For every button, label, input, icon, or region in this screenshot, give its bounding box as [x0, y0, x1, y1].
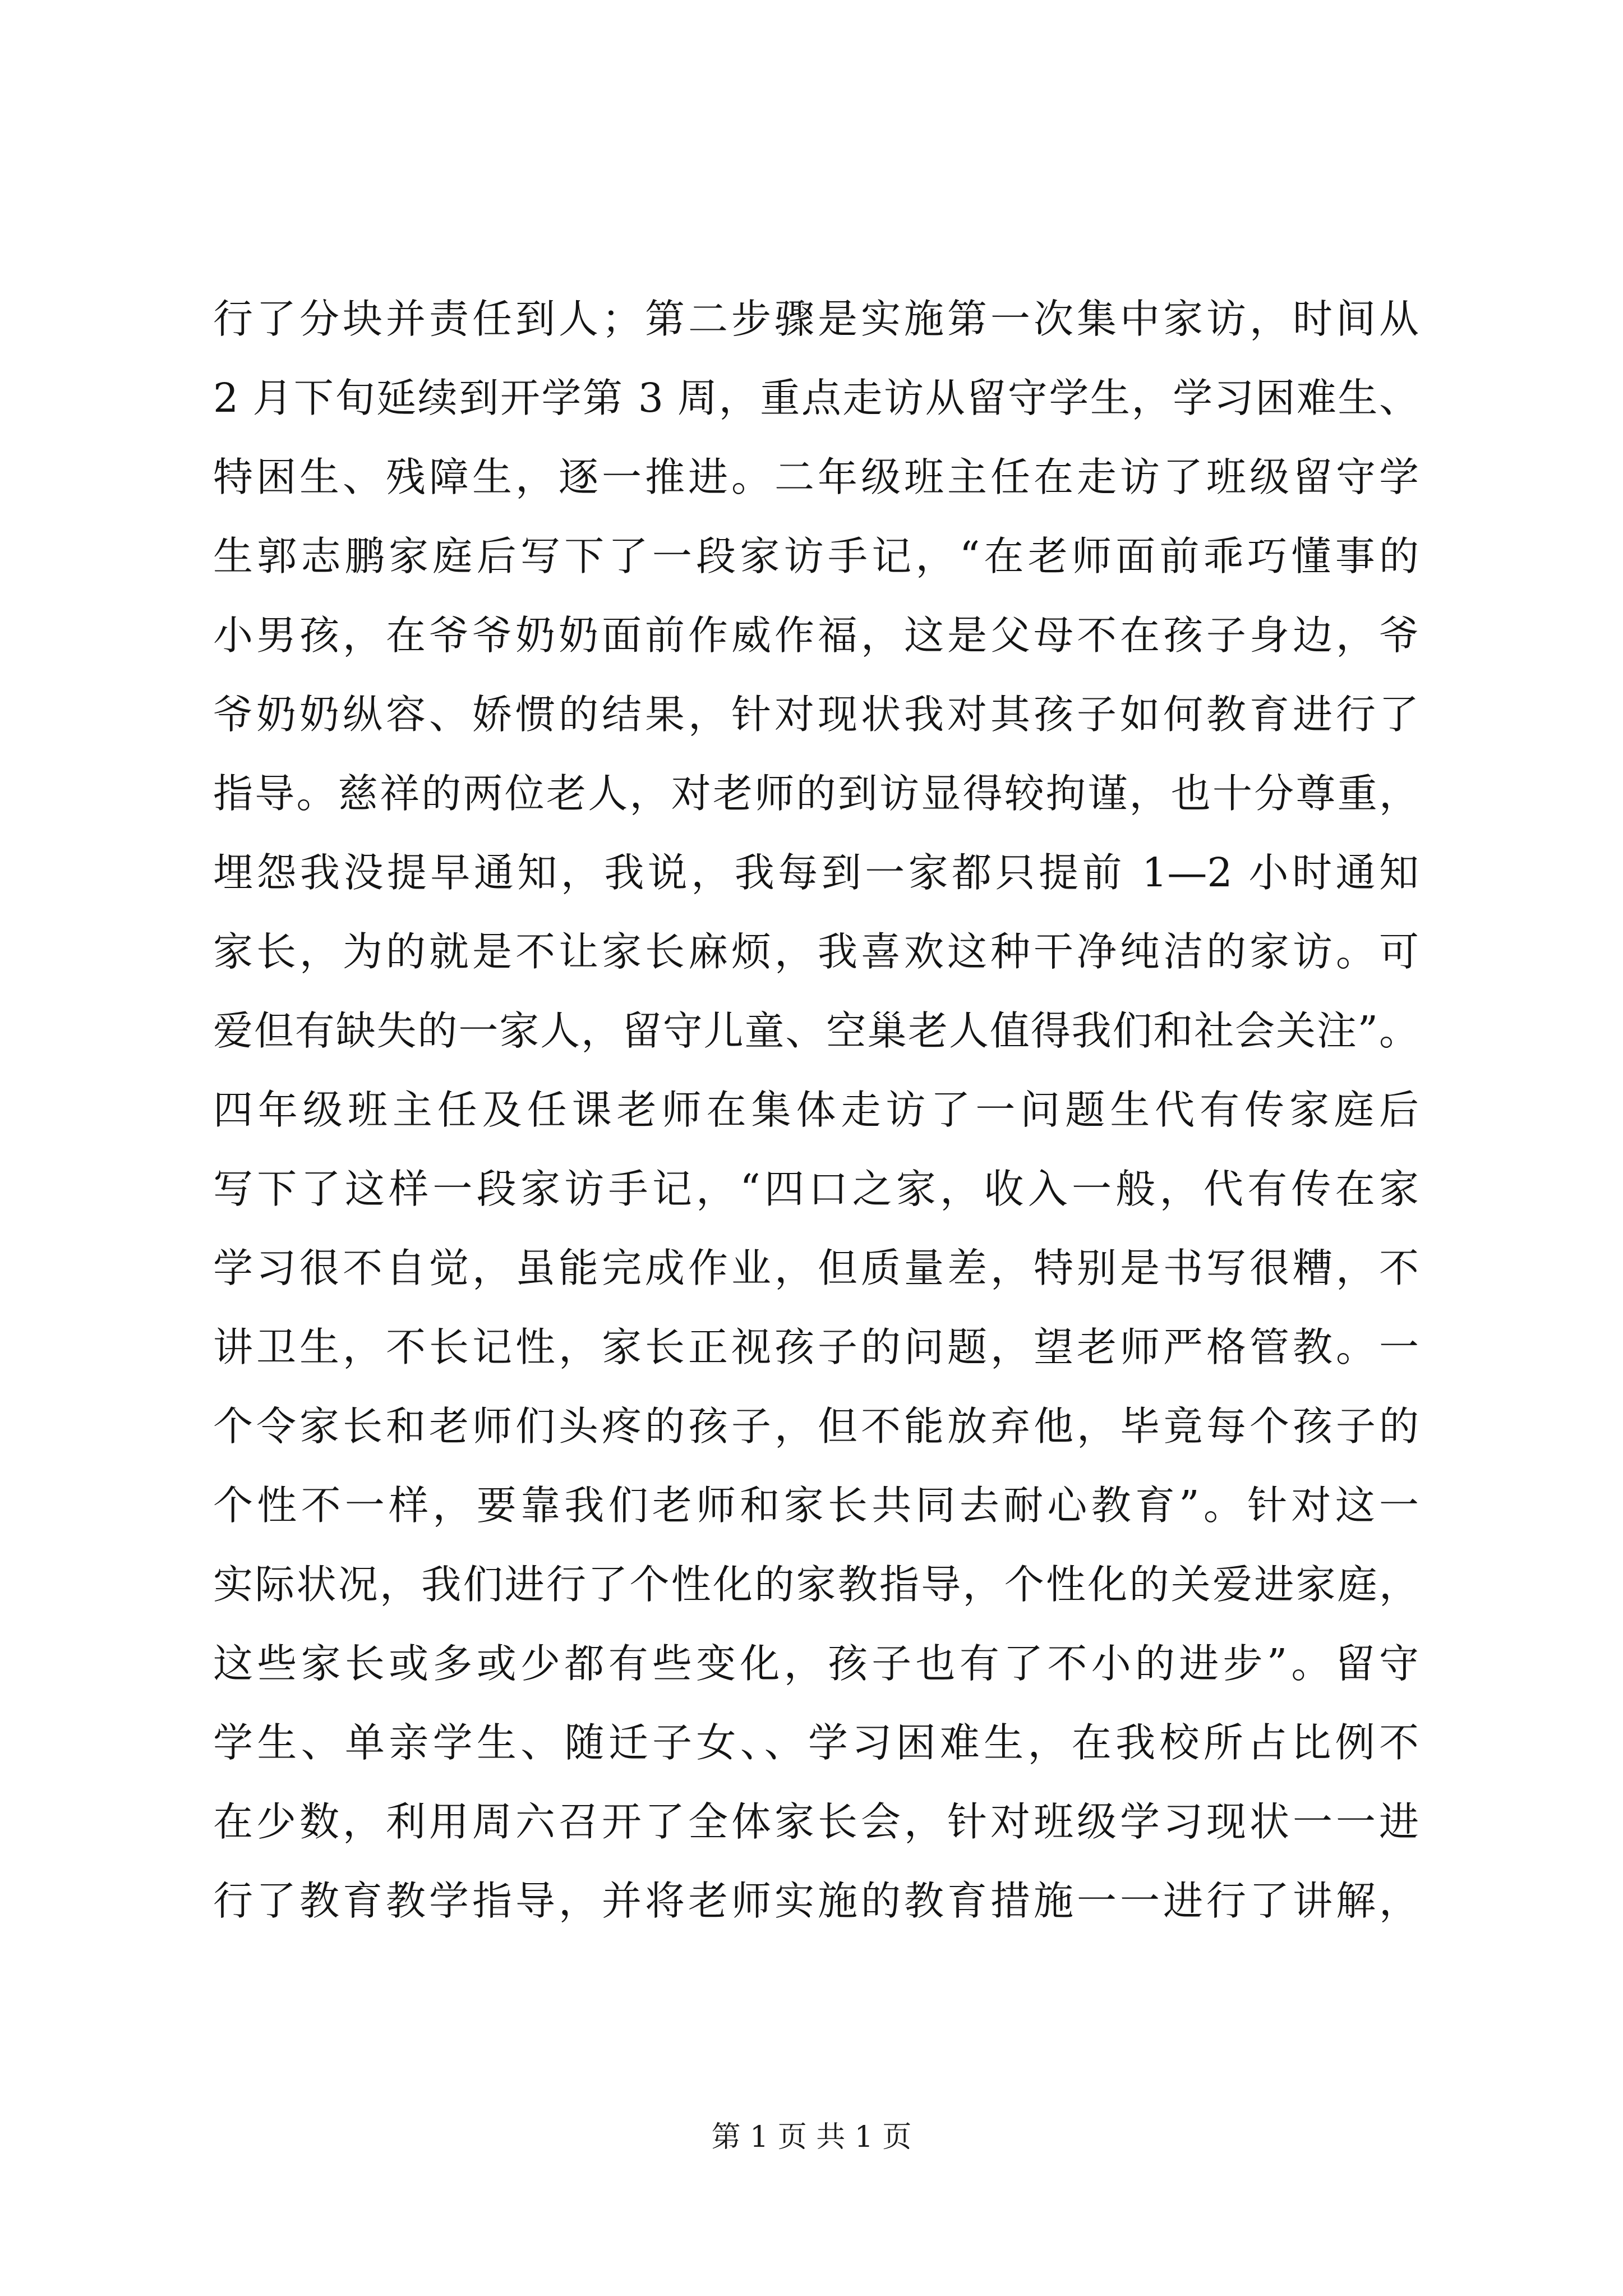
text-line: 小男孩，在爷爷奶奶面前作威作福，这是父母不在孩子身边，爷	[213, 612, 1419, 659]
text-line: 写下了这样一段家访手记，“四口之家，收入一般，代有传在家	[213, 1166, 1419, 1212]
body-text	[213, 279, 1419, 1940]
text-line: 生郭志鹏家庭后写下了一段家访手记，“在老师面前乖巧懂事的	[213, 533, 1419, 579]
text-line: 爷奶奶纵容、娇惯的结果，针对现状我对其孩子如何教育进行了	[213, 691, 1419, 738]
text-line: 行了教育教学指导，并将老师实施的教育措施一一进行了讲解，	[213, 1878, 1419, 1924]
text-line: 实际状况，我们进行了个性化的家教指导，个性化的关爱进家庭，	[213, 1561, 1419, 1608]
text-line: 在少数，利用周六召开了全体家长会，针对班级学习现状一一进	[213, 1798, 1419, 1845]
text-line: 爱但有缺失的一家人，留守儿童、空巢老人值得我们和社会关注”。	[213, 1007, 1419, 1054]
text-line: 学习很不自觉，虽能完成作业，但质量差，特别是书写很糟，不	[213, 1245, 1419, 1291]
text-line: 特困生、残障生，逐一推进。二年级班主任在走访了班级留守学	[213, 454, 1419, 500]
text-line: 讲卫生，不长记性，家长正视孩子的问题，望老师严格管教。一	[213, 1324, 1419, 1370]
text-line: 指导。慈祥的两位老人，对老师的到访显得较拘谨，也十分尊重，	[213, 770, 1419, 817]
page-footer: 第 1 页 共 1 页	[711, 2120, 912, 2154]
text-line: 埋怨我没提早通知，我说，我每到一家都只提前 1—2 小时通知	[213, 849, 1419, 896]
text-line: 四年级班主任及任课老师在集体走访了一问题生代有传家庭后	[213, 1087, 1419, 1133]
text-line: 这些家长或多或少都有些变化，孩子也有了不小的进步”。留守	[213, 1640, 1419, 1687]
text-line: 家长，为的就是不让家长麻烦，我喜欢这种干净纯洁的家访。可	[213, 928, 1419, 975]
text-line: 个令家长和老师们头疼的孩子，但不能放弃他，毕竟每个孩子的	[213, 1403, 1419, 1450]
text-line: 学生、单亲学生、随迁子女、、学习困难生，在我校所占比例不	[213, 1719, 1419, 1766]
text-line: 个性不一样，要靠我们老师和家长共同去耐心教育”。针对这一	[213, 1482, 1419, 1529]
text-line: 2 月下旬延续到开学第 3 周，重点走访从留守学生，学习困难生、	[213, 375, 1419, 421]
text-line: 行了分块并责任到人；第二步骤是实施第一次集中家访，时间从	[213, 296, 1419, 342]
